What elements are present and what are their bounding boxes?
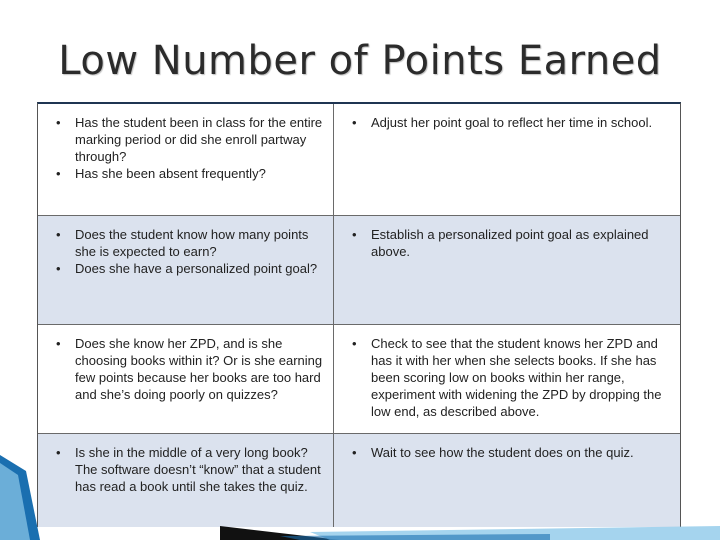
list-item: • Does she know her ZPD, and is she choosing books within it? Or is she earning few points because her books are too hard and she’s doing poorly on quizzes?: [54, 335, 325, 403]
list-item: • Has she been absent frequently?: [54, 165, 325, 182]
list-item: • Is she in the middle of a very long book? The software doesn’t “know” that a student has read a book until she takes the quiz.: [54, 444, 325, 495]
question-cell: [38, 216, 334, 324]
list-item: • Does the student know how many points she is expected to earn?: [54, 226, 325, 260]
slide-title: Low Number of Points Earned: [58, 38, 662, 84]
question-cell: [38, 104, 334, 215]
list-item: • Wait to see how the student does on the quiz.: [350, 444, 672, 461]
troubleshooting-table: [37, 102, 681, 527]
list-item: • Adjust her point goal to reflect her time in school.: [350, 114, 672, 131]
list-item: • Does she have a personalized point goal?: [54, 260, 325, 277]
table-row: [38, 104, 680, 215]
action-cell: [334, 104, 680, 215]
question-cell: [38, 434, 334, 527]
bottom-swoosh-decoration: [220, 522, 720, 540]
action-cell: [334, 216, 680, 324]
table-row: [38, 433, 680, 527]
question-cell: [38, 325, 334, 433]
action-cell: [334, 434, 680, 527]
list-item: • Has the student been in class for the entire marking period or did she enroll partway through?: [54, 114, 325, 165]
action-cell: [334, 325, 680, 433]
table-row: [38, 324, 680, 433]
corner-swoosh-decoration: [0, 455, 40, 540]
table-row: [38, 215, 680, 324]
list-item: • Establish a personalized point goal as explained above.: [350, 226, 672, 260]
list-item: • Check to see that the student knows her ZPD and has it with her when she selects books. If she has been scoring low on books within her range, experiment with widening the ZPD by dropping the low end, as described above.: [350, 335, 672, 420]
